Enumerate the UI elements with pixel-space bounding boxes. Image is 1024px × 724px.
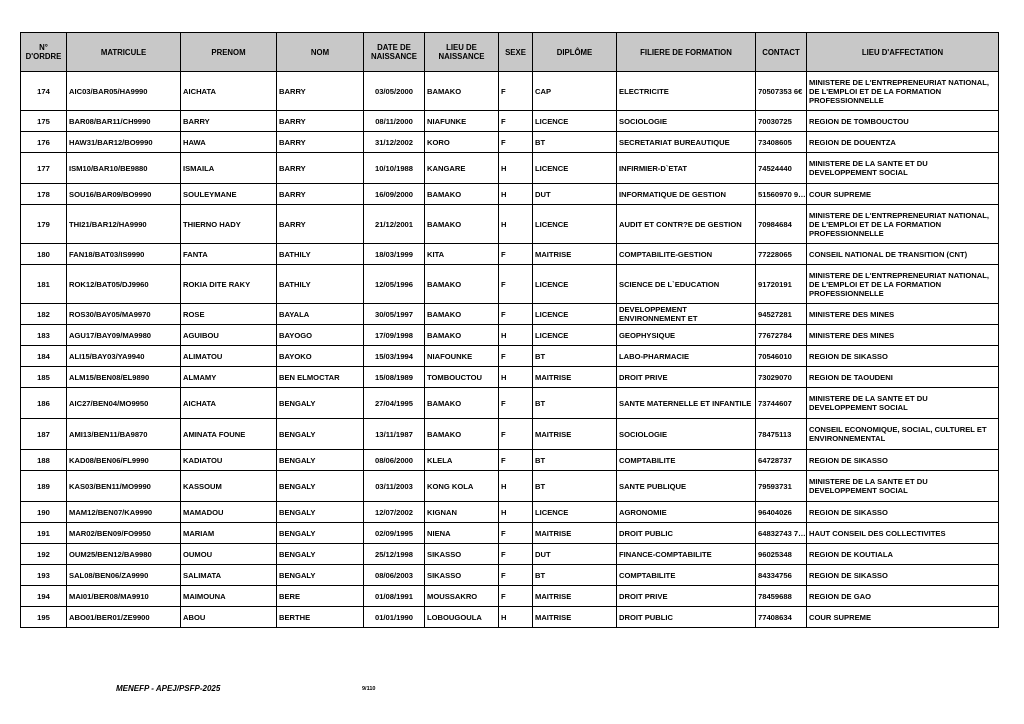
- cell-nom: BAYALA: [277, 304, 364, 325]
- cell-contact: 94527281: [756, 304, 807, 325]
- table-row: [21, 346, 999, 367]
- cell-contact: 74524440: [756, 153, 807, 184]
- cell-lieu: BAMAKO: [425, 419, 499, 450]
- cell-diplome: LICENCE: [533, 205, 617, 244]
- cell-lieu: BAMAKO: [425, 325, 499, 346]
- cell-nom: BARRY: [277, 111, 364, 132]
- table-row: [21, 502, 999, 523]
- cell-affectation: REGION DE KOUTIALA: [807, 544, 999, 565]
- cell-diplome: BT: [533, 450, 617, 471]
- cell-prenom: THIERNO HADY: [181, 205, 277, 244]
- cell-ordre: 187: [21, 419, 67, 450]
- cell-affectation: MINISTERE DE L'ENTREPRENEURIAT NATIONAL, DE L'EMPLOI ET DE LA FORMATION PROFESSIONNELLE: [807, 265, 999, 304]
- cell-prenom: SALIMATA: [181, 565, 277, 586]
- cell-diplome: DUT: [533, 184, 617, 205]
- cell-affectation: MINISTERE DE L'ENTREPRENEURIAT NATIONAL, DE L'EMPLOI ET DE LA FORMATION PROFESSIONNELLE: [807, 72, 999, 111]
- cell-sexe: H: [499, 205, 533, 244]
- cell-diplome: MAITRISE: [533, 586, 617, 607]
- cell-matricule: HAW31/BAR12/BO9990: [67, 132, 181, 153]
- cell-lieu: BAMAKO: [425, 72, 499, 111]
- cell-matricule: SAL08/BEN06/ZA9990: [67, 565, 181, 586]
- cell-matricule: FAN18/BAT03/IS9990: [67, 244, 181, 265]
- cell-sexe: F: [499, 565, 533, 586]
- cell-sexe: H: [499, 502, 533, 523]
- cell-nom: BERTHE: [277, 607, 364, 628]
- cell-date: 12/05/1996: [364, 265, 425, 304]
- cell-matricule: ROK12/BAT05/DJ9960: [67, 265, 181, 304]
- cell-lieu: TOMBOUCTOU: [425, 367, 499, 388]
- cell-contact: 70984684: [756, 205, 807, 244]
- cell-matricule: AGU17/BAY09/MA9980: [67, 325, 181, 346]
- cell-sexe: H: [499, 367, 533, 388]
- header-prenom: PRENOM: [181, 33, 277, 72]
- cell-sexe: H: [499, 471, 533, 502]
- cell-affectation: REGION DE TAOUDENI: [807, 367, 999, 388]
- cell-contact: 77408634: [756, 607, 807, 628]
- cell-date: 01/08/1991: [364, 586, 425, 607]
- cell-nom: BENGALY: [277, 502, 364, 523]
- cell-contact: 79593731: [756, 471, 807, 502]
- cell-ordre: 192: [21, 544, 67, 565]
- table-body: [21, 72, 999, 628]
- cell-nom: BATHILY: [277, 244, 364, 265]
- cell-diplome: BT: [533, 346, 617, 367]
- cell-date: 15/03/1994: [364, 346, 425, 367]
- cell-affectation: REGION DE DOUENTZA: [807, 132, 999, 153]
- table-row: [21, 153, 999, 184]
- cell-matricule: MAI01/BER08/MA9910: [67, 586, 181, 607]
- table-row: [21, 565, 999, 586]
- cell-contact: 70546010: [756, 346, 807, 367]
- table-row: [21, 265, 999, 304]
- cell-matricule: MAM12/BEN07/KA9990: [67, 502, 181, 523]
- cell-affectation: REGION DE SIKASSO: [807, 450, 999, 471]
- cell-affectation: REGION DE SIKASSO: [807, 346, 999, 367]
- header-date-naissance: DATE DE NAISSANCE: [364, 33, 425, 72]
- cell-prenom: AGUIBOU: [181, 325, 277, 346]
- cell-ordre: 194: [21, 586, 67, 607]
- cell-date: 30/05/1997: [364, 304, 425, 325]
- cell-prenom: SOULEYMANE: [181, 184, 277, 205]
- cell-contact: 73029070: [756, 367, 807, 388]
- cell-lieu: SIKASSO: [425, 544, 499, 565]
- cell-lieu: SIKASSO: [425, 565, 499, 586]
- cell-date: 16/09/2000: [364, 184, 425, 205]
- table-row: [21, 419, 999, 450]
- cell-lieu: NIAFOUNKE: [425, 346, 499, 367]
- cell-filiere: DEVELOPPEMENT ENVIRONNEMENT ET: [617, 304, 756, 325]
- table-row: [21, 367, 999, 388]
- table-row: [21, 72, 999, 111]
- cell-lieu: KITA: [425, 244, 499, 265]
- header-sexe: SEXE: [499, 33, 533, 72]
- cell-ordre: 186: [21, 388, 67, 419]
- cell-affectation: REGION DE SIKASSO: [807, 565, 999, 586]
- cell-date: 10/10/1988: [364, 153, 425, 184]
- header-contact: CONTACT: [756, 33, 807, 72]
- cell-nom: BEN ELMOCTAR: [277, 367, 364, 388]
- cell-lieu: BAMAKO: [425, 304, 499, 325]
- cell-ordre: 193: [21, 565, 67, 586]
- cell-matricule: AMI13/BEN11/BA9870: [67, 419, 181, 450]
- cell-filiere: INFIRMIER-D`ETAT: [617, 153, 756, 184]
- cell-lieu: NIENA: [425, 523, 499, 544]
- cell-nom: BENGALY: [277, 450, 364, 471]
- table-header: [21, 33, 999, 72]
- cell-nom: BENGALY: [277, 471, 364, 502]
- cell-lieu: KONG KOLA: [425, 471, 499, 502]
- cell-nom: BARRY: [277, 132, 364, 153]
- cell-sexe: F: [499, 388, 533, 419]
- cell-prenom: ROSE: [181, 304, 277, 325]
- table-row: [21, 450, 999, 471]
- cell-filiere: SECRETARIAT BUREAUTIQUE: [617, 132, 756, 153]
- cell-prenom: ISMAILA: [181, 153, 277, 184]
- cell-prenom: FANTA: [181, 244, 277, 265]
- cell-filiere: SCIENCE DE L`EDUCATION: [617, 265, 756, 304]
- cell-sexe: F: [499, 523, 533, 544]
- cell-diplome: MAITRISE: [533, 607, 617, 628]
- cell-filiere: COMPTABILITE: [617, 565, 756, 586]
- cell-diplome: LICENCE: [533, 265, 617, 304]
- cell-filiere: FINANCE-COMPTABILITE: [617, 544, 756, 565]
- cell-filiere: ELECTRICITE: [617, 72, 756, 111]
- cell-affectation: MINISTERE DE LA SANTE ET DU DEVELOPPEMENT SOCIAL: [807, 471, 999, 502]
- cell-nom: BENGALY: [277, 523, 364, 544]
- cell-lieu: BAMAKO: [425, 205, 499, 244]
- cell-date: 02/09/1995: [364, 523, 425, 544]
- table-row: [21, 184, 999, 205]
- table-row: [21, 244, 999, 265]
- cell-diplome: DUT: [533, 544, 617, 565]
- cell-contact: 77672784: [756, 325, 807, 346]
- table-row: [21, 325, 999, 346]
- cell-contact: 78459688: [756, 586, 807, 607]
- cell-affectation: COUR SUPREME: [807, 607, 999, 628]
- header-lieu-naissance: LIEU DE NAISSANCE: [425, 33, 499, 72]
- cell-matricule: ALI15/BAY03/YA9940: [67, 346, 181, 367]
- cell-filiere: DROIT PUBLIC: [617, 607, 756, 628]
- header-diplome: DIPLÔME: [533, 33, 617, 72]
- cell-diplome: BT: [533, 471, 617, 502]
- table-row: [21, 304, 999, 325]
- cell-filiere: SOCIOLOGIE: [617, 111, 756, 132]
- cell-filiere: SANTE PUBLIQUE: [617, 471, 756, 502]
- cell-prenom: HAWA: [181, 132, 277, 153]
- cell-sexe: F: [499, 265, 533, 304]
- cell-date: 21/12/2001: [364, 205, 425, 244]
- cell-contact: 73408605: [756, 132, 807, 153]
- cell-ordre: 175: [21, 111, 67, 132]
- cell-contact: 64728737: [756, 450, 807, 471]
- cell-matricule: BAR08/BAR11/CH9990: [67, 111, 181, 132]
- cell-diplome: MAITRISE: [533, 367, 617, 388]
- cell-ordre: 178: [21, 184, 67, 205]
- cell-ordre: 195: [21, 607, 67, 628]
- cell-nom: BENGALY: [277, 565, 364, 586]
- table-row: [21, 523, 999, 544]
- cell-prenom: AICHATA: [181, 72, 277, 111]
- cell-filiere: SOCIOLOGIE: [617, 419, 756, 450]
- recruitment-list-table: [20, 32, 999, 628]
- cell-ordre: 188: [21, 450, 67, 471]
- cell-affectation: MINISTERE DES MINES: [807, 304, 999, 325]
- cell-affectation: MINISTERE DE LA SANTE ET DU DEVELOPPEMENT SOCIAL: [807, 153, 999, 184]
- cell-date: 08/06/2000: [364, 450, 425, 471]
- cell-date: 18/03/1999: [364, 244, 425, 265]
- cell-lieu: MOUSSAKRO: [425, 586, 499, 607]
- cell-nom: BARRY: [277, 184, 364, 205]
- cell-matricule: ABO01/BER01/ZE9900: [67, 607, 181, 628]
- header-affectation: LIEU D'AFFECTATION: [807, 33, 999, 72]
- cell-affectation: MINISTERE DE L'ENTREPRENEURIAT NATIONAL, DE L'EMPLOI ET DE LA FORMATION PROFESSIONNELLE: [807, 205, 999, 244]
- cell-diplome: LICENCE: [533, 325, 617, 346]
- cell-diplome: BT: [533, 132, 617, 153]
- cell-date: 25/12/1998: [364, 544, 425, 565]
- cell-sexe: H: [499, 607, 533, 628]
- cell-sexe: F: [499, 450, 533, 471]
- table-row: [21, 544, 999, 565]
- cell-affectation: CONSEIL ECONOMIQUE, SOCIAL, CULTUREL ET ENVIRONNEMENTAL: [807, 419, 999, 450]
- cell-nom: BENGALY: [277, 388, 364, 419]
- cell-filiere: AUDIT ET CONTR?E DE GESTION: [617, 205, 756, 244]
- cell-lieu: KORO: [425, 132, 499, 153]
- cell-date: 31/12/2002: [364, 132, 425, 153]
- table-row: [21, 132, 999, 153]
- cell-ordre: 174: [21, 72, 67, 111]
- cell-ordre: 176: [21, 132, 67, 153]
- cell-filiere: DROIT PRIVE: [617, 586, 756, 607]
- header-row: [21, 33, 999, 72]
- cell-matricule: KAD08/BEN06/FL9990: [67, 450, 181, 471]
- cell-sexe: F: [499, 111, 533, 132]
- cell-filiere: INFORMATIQUE DE GESTION: [617, 184, 756, 205]
- cell-prenom: ALMAMY: [181, 367, 277, 388]
- cell-sexe: F: [499, 586, 533, 607]
- cell-ordre: 183: [21, 325, 67, 346]
- cell-lieu: BAMAKO: [425, 265, 499, 304]
- cell-sexe: F: [499, 544, 533, 565]
- cell-prenom: MARIAM: [181, 523, 277, 544]
- recruitment-list-table-wrapper: [20, 32, 998, 628]
- cell-sexe: H: [499, 184, 533, 205]
- cell-diplome: BT: [533, 565, 617, 586]
- cell-contact: 84334756: [756, 565, 807, 586]
- cell-matricule: ALM15/BEN08/EL9890: [67, 367, 181, 388]
- cell-sexe: F: [499, 346, 533, 367]
- cell-affectation: REGION DE GAO: [807, 586, 999, 607]
- cell-diplome: MAITRISE: [533, 523, 617, 544]
- cell-ordre: 189: [21, 471, 67, 502]
- cell-nom: BARRY: [277, 153, 364, 184]
- cell-matricule: OUM25/BEN12/BA9980: [67, 544, 181, 565]
- cell-date: 03/11/2003: [364, 471, 425, 502]
- cell-ordre: 181: [21, 265, 67, 304]
- cell-prenom: OUMOU: [181, 544, 277, 565]
- cell-prenom: KADIATOU: [181, 450, 277, 471]
- cell-prenom: ABOU: [181, 607, 277, 628]
- cell-affectation: REGION DE TOMBOUCTOU: [807, 111, 999, 132]
- cell-ordre: 185: [21, 367, 67, 388]
- cell-diplome: BT: [533, 388, 617, 419]
- cell-nom: BAYOGO: [277, 325, 364, 346]
- cell-date: 15/08/1989: [364, 367, 425, 388]
- cell-affectation: REGION DE SIKASSO: [807, 502, 999, 523]
- cell-nom: BERE: [277, 586, 364, 607]
- cell-contact: 77228065: [756, 244, 807, 265]
- cell-lieu: LOBOUGOULA: [425, 607, 499, 628]
- header-filiere: FILIERE DE FORMATION: [617, 33, 756, 72]
- cell-prenom: BARRY: [181, 111, 277, 132]
- cell-ordre: 184: [21, 346, 67, 367]
- cell-matricule: MAR02/BEN09/FO9950: [67, 523, 181, 544]
- cell-contact: 73744607: [756, 388, 807, 419]
- cell-date: 03/05/2000: [364, 72, 425, 111]
- cell-nom: BENGALY: [277, 419, 364, 450]
- table-row: [21, 205, 999, 244]
- cell-contact: 96404026: [756, 502, 807, 523]
- cell-contact: 64832743 7…: [756, 523, 807, 544]
- header-matricule: MATRICULE: [67, 33, 181, 72]
- cell-affectation: COUR SUPREME: [807, 184, 999, 205]
- cell-filiere: DROIT PRIVE: [617, 367, 756, 388]
- cell-matricule: KAS03/BEN11/MO9990: [67, 471, 181, 502]
- header-nom: NOM: [277, 33, 364, 72]
- cell-prenom: ALIMATOU: [181, 346, 277, 367]
- cell-filiere: DROIT PUBLIC: [617, 523, 756, 544]
- cell-filiere: GEOPHYSIQUE: [617, 325, 756, 346]
- cell-lieu: BAMAKO: [425, 388, 499, 419]
- cell-ordre: 191: [21, 523, 67, 544]
- cell-contact: 91720191: [756, 265, 807, 304]
- cell-filiere: COMPTABILITE: [617, 450, 756, 471]
- cell-lieu: KANGARE: [425, 153, 499, 184]
- cell-sexe: F: [499, 72, 533, 111]
- cell-lieu: KIGNAN: [425, 502, 499, 523]
- cell-nom: BARRY: [277, 72, 364, 111]
- cell-ordre: 182: [21, 304, 67, 325]
- cell-nom: BAYOKO: [277, 346, 364, 367]
- cell-date: 27/04/1995: [364, 388, 425, 419]
- cell-ordre: 190: [21, 502, 67, 523]
- cell-matricule: SOU16/BAR09/BO9990: [67, 184, 181, 205]
- cell-sexe: F: [499, 244, 533, 265]
- cell-matricule: AIC03/BAR05/HA9990: [67, 72, 181, 111]
- cell-diplome: CAP: [533, 72, 617, 111]
- cell-lieu: NIAFUNKE: [425, 111, 499, 132]
- cell-prenom: AICHATA: [181, 388, 277, 419]
- cell-date: 08/11/2000: [364, 111, 425, 132]
- cell-lieu: BAMAKO: [425, 184, 499, 205]
- cell-filiere: AGRONOMIE: [617, 502, 756, 523]
- table-row: [21, 586, 999, 607]
- table-row: [21, 607, 999, 628]
- cell-ordre: 179: [21, 205, 67, 244]
- cell-date: 01/01/1990: [364, 607, 425, 628]
- cell-prenom: ROKIA DITE RAKY: [181, 265, 277, 304]
- cell-diplome: LICENCE: [533, 111, 617, 132]
- cell-ordre: 180: [21, 244, 67, 265]
- cell-prenom: MAIMOUNA: [181, 586, 277, 607]
- cell-affectation: CONSEIL NATIONAL DE TRANSITION (CNT): [807, 244, 999, 265]
- cell-affectation: HAUT CONSEIL DES COLLECTIVITES: [807, 523, 999, 544]
- cell-affectation: MINISTERE DES MINES: [807, 325, 999, 346]
- cell-diplome: LICENCE: [533, 153, 617, 184]
- cell-affectation: MINISTERE DE LA SANTE ET DU DEVELOPPEMENT SOCIAL: [807, 388, 999, 419]
- cell-matricule: ROS30/BAY05/MA9970: [67, 304, 181, 325]
- footer-label: MENEFP - APEJ/PSFP-2025: [116, 684, 221, 693]
- cell-sexe: F: [499, 132, 533, 153]
- cell-diplome: MAITRISE: [533, 419, 617, 450]
- table-row: [21, 111, 999, 132]
- cell-prenom: KASSOUM: [181, 471, 277, 502]
- page-number: 9/110: [362, 686, 376, 692]
- cell-nom: BARRY: [277, 205, 364, 244]
- cell-date: 12/07/2002: [364, 502, 425, 523]
- cell-diplome: LICENCE: [533, 502, 617, 523]
- cell-sexe: F: [499, 304, 533, 325]
- table-row: [21, 471, 999, 502]
- cell-ordre: 177: [21, 153, 67, 184]
- cell-prenom: AMINATA FOUNE: [181, 419, 277, 450]
- cell-contact: 96025348: [756, 544, 807, 565]
- table-row: [21, 388, 999, 419]
- cell-date: 08/06/2003: [364, 565, 425, 586]
- cell-filiere: COMPTABILITE-GESTION: [617, 244, 756, 265]
- cell-filiere: LABO-PHARMACIE: [617, 346, 756, 367]
- cell-contact: 51560970 9…: [756, 184, 807, 205]
- cell-filiere: SANTE MATERNELLE ET INFANTILE: [617, 388, 756, 419]
- cell-sexe: H: [499, 325, 533, 346]
- header-ordre: N° D'ORDRE: [21, 33, 67, 72]
- cell-nom: BATHILY: [277, 265, 364, 304]
- cell-prenom: MAMADOU: [181, 502, 277, 523]
- cell-date: 13/11/1987: [364, 419, 425, 450]
- cell-sexe: H: [499, 153, 533, 184]
- cell-lieu: KLELA: [425, 450, 499, 471]
- cell-contact: 70507353 6€: [756, 72, 807, 111]
- cell-diplome: LICENCE: [533, 304, 617, 325]
- cell-diplome: MAITRISE: [533, 244, 617, 265]
- cell-contact: 70030725: [756, 111, 807, 132]
- cell-date: 17/09/1998: [364, 325, 425, 346]
- cell-nom: BENGALY: [277, 544, 364, 565]
- cell-matricule: THI21/BAR12/HA9990: [67, 205, 181, 244]
- cell-contact: 78475113: [756, 419, 807, 450]
- cell-matricule: AIC27/BEN04/MO9950: [67, 388, 181, 419]
- cell-sexe: F: [499, 419, 533, 450]
- cell-matricule: ISM10/BAR10/BE9880: [67, 153, 181, 184]
